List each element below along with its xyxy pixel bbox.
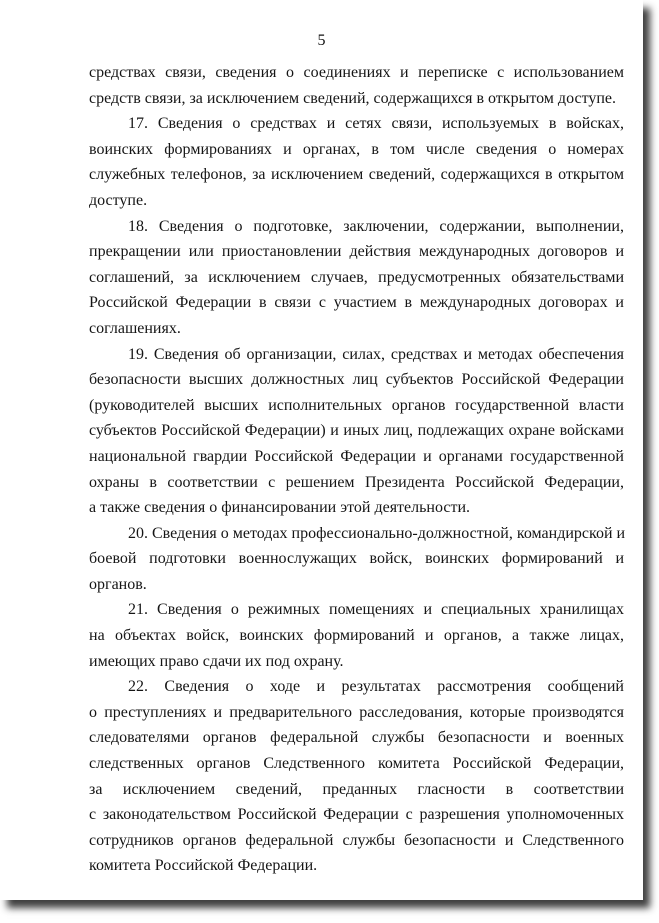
text-line: сотрудников органов федеральной службы безопасности и Следственного [89,831,624,849]
paragraph [89,342,624,521]
paragraph [89,214,624,342]
text-line: комитета Российской Федерации. [89,857,318,875]
text-line: 20. Сведения о методах профессионально-должностной, командирской и [128,524,626,542]
text-line: имеющих право сдачи их под охрану. [89,652,344,670]
text-line: следователями органов федеральной службы безопасности и военных [89,729,624,747]
paragraph [89,674,624,879]
text-line: воинских формированиях и органах, в том числе сведения о номерах [89,140,624,158]
text-line: 17. Сведения о средствах и сетях связи, используемых в войсках, [128,115,624,133]
text-line: доступе. [89,191,148,209]
text-line: безопасности высших должностных лиц субъектов Российской Федерации [89,371,624,389]
text-line: (руководителей высших исполнительных органов государственной власти [89,396,624,414]
document-body [89,60,624,879]
text-line: национальной гвардии Российской Федерации и органами государственной [89,447,624,465]
text-line: с законодательством Российской Федерации с разрешения уполномоченных [89,806,624,824]
text-line: следственных органов Следственного комитета Российской Федерации, [89,755,624,773]
text-line: средствах связи, сведения о соединениях и переписке с использованием [89,64,624,81]
text-line: о преступлениях и предварительного расследования, которые производятся [89,703,624,721]
text-line: боевой подготовки военнослужащих войск, воинских формирований и [89,550,624,568]
text-line: органов. [89,575,147,593]
text-line: Российской Федерации в связи с участием в международных договорах и [89,294,624,312]
text-line: а также сведения о финансировании этой деятельности. [89,499,471,517]
paragraph [89,111,624,213]
text-line: охраны в соответствии с решением Президента Российской Федерации, [89,473,624,491]
text-line: 21. Сведения о режимных помещениях и специальных хранилищах [128,601,624,619]
text-line: средств связи, за исключением сведений, содержащихся в открытом доступе. [89,89,617,107]
text-line: за исключением сведений, преданных гласности в соответствии [89,780,624,798]
paragraph [89,521,624,598]
text-line: 19. Сведения об организации, силах, средствах и методах обеспечения [128,345,624,363]
paragraph [89,597,624,674]
text-line: субъектов Российской Федерации) и иных лиц, подлежащих охране войсками [89,422,624,440]
text-line: служебных телефонов, за исключением сведений, содержащихся в открытом [89,166,624,184]
text-line: соглашениях. [89,319,181,337]
page-number: 5 [317,32,326,49]
paragraph [89,60,624,111]
text-line: на объектах войск, воинских формирований и органов, а также лицах, [89,627,624,645]
text-line: прекращении или приостановлении действия международных договоров и [89,243,624,261]
text-line: 18. Сведения о подготовке, заключении, содержании, выполнении, [128,217,624,235]
text-line: соглашений, за исключением случаев, предусмотренных обязательствами [89,268,624,286]
text-line: 22. Сведения о ходе и результатах рассмотрения сообщений [128,678,624,696]
